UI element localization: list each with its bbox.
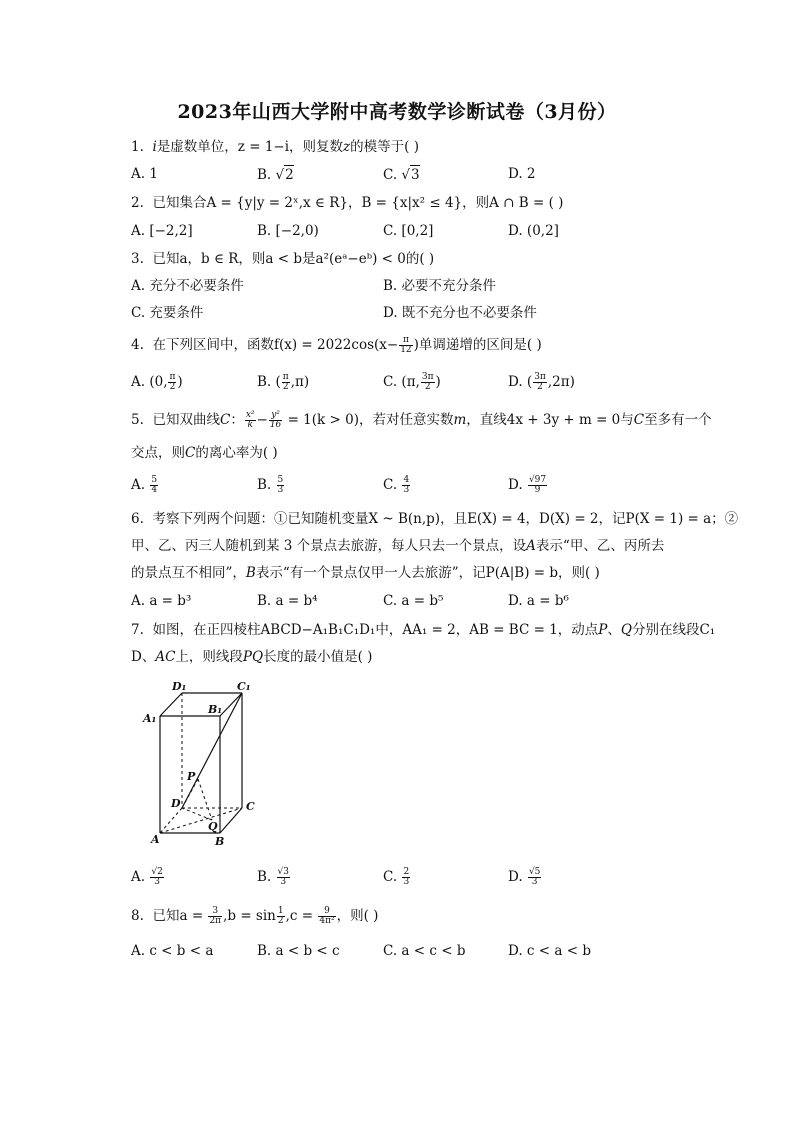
- label-d1: D₁: [172, 680, 187, 693]
- q1-option-d: D. 2: [508, 166, 536, 182]
- question-1-stem: 1. i是虚数单位，z = 1−i，则复数z的模等于( ): [131, 139, 419, 155]
- label-d: D: [171, 797, 181, 810]
- question-8-stem: 8. 已知a = $\frac{3}{2\pi}$ ,b = sin $\frac{1}{2}$ ,c = $\frac{9}{\text{4π²}}$ ，则( ): [131, 906, 379, 926]
- segment-p-q: [198, 779, 212, 820]
- label-a1: A₁: [143, 712, 157, 725]
- question-7-stem-line-2: D、AC上，则线段PQ长度的最小值是( ): [131, 649, 373, 665]
- question-6-stem-line-2: 甲、乙、丙三人随机到某 3 个景点去旅游，每人只去一个景点，设A表示“甲、乙、丙所去: [131, 538, 665, 554]
- prism-figure: [140, 680, 270, 850]
- q4-option-a: A. (0, $\frac{\pi}{2}$ ): [131, 372, 183, 392]
- question-7-stem-line-1: 7. 如图，在正四棱柱ABCD−A₁B₁C₁D₁中，AA₁ = 2，AB = BC = 1，动点P、Q分别在线段C₁: [131, 622, 716, 638]
- label-q: Q: [208, 820, 218, 833]
- q7-option-c: C. $\frac{2}{3}$: [383, 867, 410, 887]
- q3-option-c: C. 充要条件: [131, 305, 204, 321]
- q7-option-d: D. $\frac{√5}{3}$: [508, 867, 541, 887]
- q2-option-a: A. [−2,2]: [131, 223, 193, 239]
- question-5-stem-line-1: 5. 已知双曲线C： $\frac{\text{x²}}{k}$ − $\frac{\text{y²}}{16}$ = 1(k > 0)，若对任意实数m，直线4x + 3y + m = 0与C至多有一个: [131, 410, 712, 430]
- q1-option-b: B. √2: [257, 167, 294, 183]
- question-6-stem-line-1: 6. 考察下列两个问题：①已知随机变量X ~ B(n,p)，且E(X) = 4，D(X) = 2，记P(X = 1) = a；②: [131, 511, 739, 527]
- q5-option-d: D. $\frac{√97}{9}$: [508, 475, 547, 495]
- q8-option-b: B. a < b < c: [257, 943, 340, 959]
- page-title: 2023年山西大学附中高考数学诊断试卷（3月份）: [177, 101, 617, 123]
- question-3-stem: 3. 已知a，b ∈ R，则a < b是a²(eᵃ−eᵇ) < 0的( ): [131, 251, 435, 267]
- q2-option-c: C. [0,2]: [383, 223, 434, 239]
- label-a: A: [151, 833, 160, 846]
- q2-option-b: B. [−2,0): [257, 223, 319, 239]
- label-p: P: [187, 770, 196, 783]
- q7-option-a: A. $\frac{√2}{3}$: [131, 867, 163, 887]
- q3-option-b: B. 必要不充分条件: [383, 278, 497, 294]
- q7-option-b: B. $\frac{√3}{3}$: [257, 867, 289, 887]
- q4-option-d: D. ( $\frac{3\pi}{2}$ ,2π): [508, 372, 575, 392]
- q1-option-c: C. √3: [383, 167, 420, 183]
- q3-option-a: A. 充分不必要条件: [131, 278, 244, 294]
- question-2-stem: 2. 已知集合A = {y|y = 2ˣ,x ∈ R}，B = {x|x² ≤ 4}，则A ∩ B = ( ): [131, 195, 564, 211]
- q5-option-c: C. $\frac{4}{3}$: [383, 475, 410, 495]
- q3-option-d: D. 既不充分也不必要条件: [383, 305, 537, 321]
- q5-option-a: A. $\frac{5}{4}$: [131, 475, 158, 495]
- q8-option-c: C. a < c < b: [383, 943, 466, 959]
- hidden-edge-d-a: [160, 808, 182, 833]
- edge-c1-b1: [220, 693, 242, 716]
- question-4-stem: 4. 在下列区间中，函数f(x) = 2022cos(x− $\frac{\pi}{12}$ )单调递增的区间是( ): [131, 335, 542, 355]
- q2-option-d: D. (0,2]: [508, 223, 559, 239]
- q6-option-b: B. a = b⁴: [257, 593, 318, 609]
- q1-option-a: A. 1: [131, 166, 158, 182]
- question-5-stem-line-2: 交点，则C的离心率为( ): [131, 445, 278, 461]
- q4-option-c: C. (π, $\frac{3\pi}{2}$ ): [383, 372, 441, 392]
- q8-option-a: A. c < b < a: [131, 943, 214, 959]
- label-c1: C₁: [237, 680, 251, 693]
- q6-option-a: A. a = b³: [131, 593, 192, 609]
- q8-option-d: D. c < a < b: [508, 943, 591, 959]
- q5-option-b: B. $\frac{5}{3}$: [257, 475, 284, 495]
- label-b: B: [215, 835, 225, 848]
- q6-option-d: D. a = b⁶: [508, 593, 569, 609]
- question-6-stem-line-3: 的景点互不相同”，B表示“有一个景点仅甲一人去旅游”，记P(A|B) = b，则( ): [131, 565, 600, 581]
- label-c: C: [246, 800, 255, 813]
- edge-a1-d1: [160, 693, 182, 716]
- q4-option-b: B. ( $\frac{\pi}{2}$ ,π): [257, 372, 310, 392]
- hidden-diagonal-a-c: [160, 808, 242, 833]
- label-b1: B₁: [208, 703, 223, 716]
- q6-option-c: C. a = b⁵: [383, 593, 444, 609]
